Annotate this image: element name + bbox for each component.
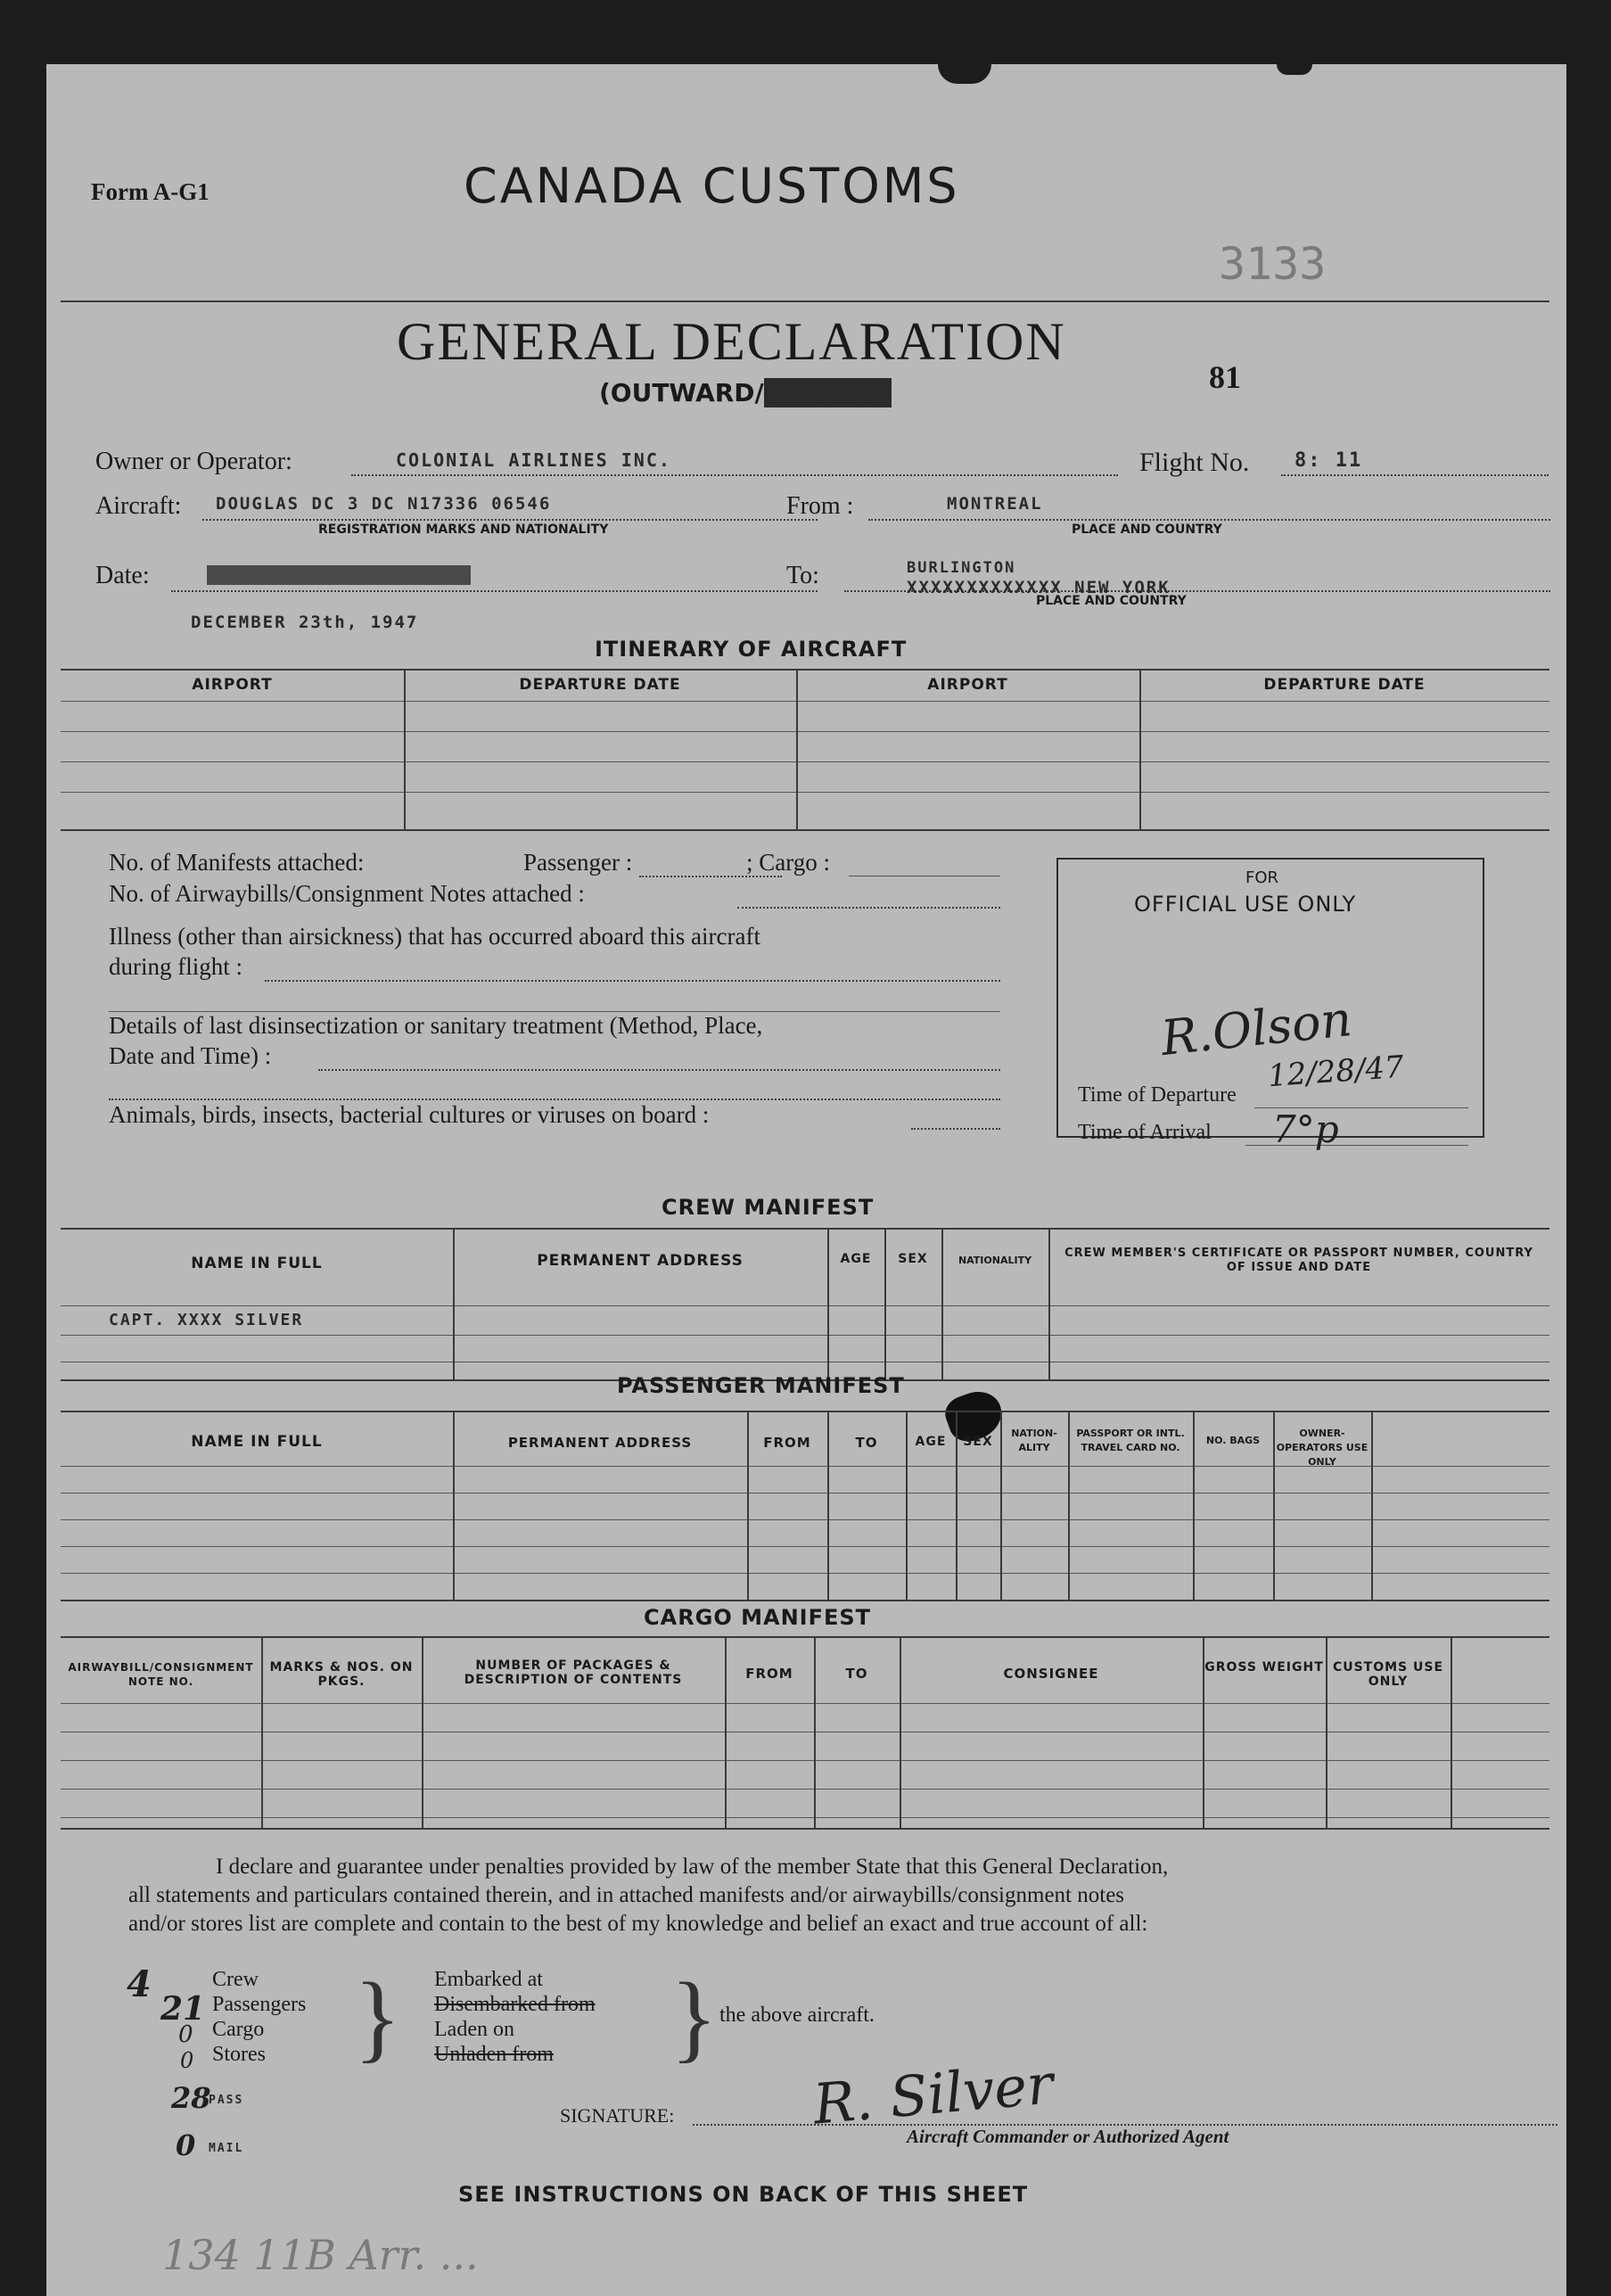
to-sublabel: PLACE AND COUNTRY: [1036, 594, 1187, 608]
passenger-row-rule-3: [61, 1546, 1549, 1547]
item-crew: Crew: [212, 1968, 259, 1991]
official-date-written: 12/28/47: [1266, 1049, 1405, 1095]
flight-line: [1281, 474, 1549, 476]
date-line: [171, 590, 818, 592]
crew-row-1-name: CAPT. XXXX SILVER: [109, 1311, 304, 1329]
passenger-row-rule-1: [61, 1493, 1549, 1494]
torn-mark: [938, 64, 991, 84]
airwaybills-line: [737, 907, 1000, 909]
crew-manifest-title: CREW MANIFEST: [662, 1195, 875, 1220]
official-for-label: FOR: [1245, 868, 1279, 887]
disinsect-line: [318, 1069, 1000, 1071]
item-cargo: Cargo: [212, 2018, 265, 2041]
passenger-vline-4: [906, 1411, 908, 1600]
owner-value: COLONIAL AIRLINES INC.: [396, 449, 671, 471]
subtitle-separator: /: [754, 378, 764, 407]
form-number: Form A-G1: [91, 178, 210, 205]
owner-line: [351, 474, 1118, 476]
cargo-col-from: FROM: [745, 1666, 793, 1682]
declaration-sheet: [46, 64, 1566, 2296]
option-laden: Laden on: [434, 2018, 514, 2041]
options-brace: }: [670, 1963, 718, 2071]
crew-header-rule: [61, 1305, 1549, 1306]
crew-vline-5: [1048, 1228, 1050, 1379]
extra-count-2: 0: [176, 2128, 196, 2162]
crew-vline-1: [453, 1228, 455, 1379]
itinerary-row-2: [61, 731, 1549, 732]
passenger-col-to: TO: [855, 1435, 878, 1451]
cargo-col-consignee: CONSIGNEE: [1003, 1666, 1099, 1682]
declaration-line-3: and/or stores list are complete and contain to the best of my knowledge and belief an exact and true account of all:: [128, 1912, 1148, 1936]
crew-col-address: PERMANENT ADDRESS: [537, 1252, 744, 1270]
passenger-col-nationality: NATION-ALITY: [1011, 1428, 1057, 1453]
passenger-row-rule-2: [61, 1519, 1549, 1520]
count-passengers: 21: [160, 1990, 206, 2028]
passenger-vline-1: [453, 1411, 455, 1600]
page-number: 81: [1209, 359, 1241, 395]
cargo-col-airwaybill: AIRWAYBILL/CONSIGNMENT NOTE NO.: [68, 1661, 254, 1688]
passenger-vline-2: [747, 1411, 749, 1600]
aircraft-value: DOUGLAS DC 3 DC N17336 06546: [216, 494, 552, 514]
from-sublabel: PLACE AND COUNTRY: [1072, 523, 1222, 537]
itinerary-row-1: [61, 701, 1549, 702]
items-brace: }: [354, 1963, 401, 2071]
cargo-vline-7: [1326, 1636, 1327, 1828]
crew-col-name: NAME IN FULL: [191, 1255, 323, 1272]
passenger-vline-3: [827, 1411, 829, 1600]
subtitle-outward: (OUTWARD: [599, 378, 755, 407]
declaration-line-2: all statements and particulars contained therein, and in attached manifests and/or airwaybills/consignment notes: [128, 1883, 1125, 1907]
itinerary-col-airport-1: AIRPORT: [192, 676, 273, 694]
itinerary-bottom-rule: [61, 829, 1549, 831]
passenger-label: Passenger :: [523, 849, 633, 876]
cargo-col-to: TO: [845, 1666, 868, 1682]
arrival-time-label: Time of Arrival: [1078, 1121, 1212, 1144]
extra-typed-1: PASS: [209, 2094, 244, 2107]
crew-row-rule-1: [61, 1335, 1549, 1336]
option-disembarked: Disembarked from: [434, 1993, 596, 2016]
footer-instructions: SEE INSTRUCTIONS ON BACK OF THIS SHEET: [458, 2182, 1029, 2207]
airwaybills-label: No. of Airwaybills/Consignment Notes attached :: [109, 880, 585, 907]
cargo-bottom-rule: [61, 1828, 1549, 1830]
arrival-time-value: 7°p: [1272, 1107, 1339, 1151]
itinerary-col-departure-2: DEPARTURE DATE: [1263, 676, 1426, 694]
passenger-col-sex: SEX: [963, 1435, 993, 1449]
departure-time-label: Time of Departure: [1078, 1083, 1237, 1107]
commander-label: Aircraft Commander or Authorized Agent: [907, 2126, 1229, 2147]
passenger-col-address: PERMANENT ADDRESS: [507, 1435, 693, 1451]
above-aircraft-label: the above aircraft.: [719, 2004, 875, 2027]
crew-col-sex: SEX: [898, 1252, 928, 1266]
passenger-manifest-title: PASSENGER MANIFEST: [617, 1373, 905, 1398]
passenger-col-name: NAME IN FULL: [191, 1433, 323, 1451]
declaration-line-1: I declare and guarantee under penalties provided by law of the member State that this General Declaration,: [216, 1855, 1169, 1879]
to-label: To:: [786, 562, 819, 589]
passenger-col-age: AGE: [915, 1435, 947, 1449]
cargo-vline-6: [1203, 1636, 1204, 1828]
manifests-label: No. of Manifests attached:: [109, 849, 365, 876]
count-stores: 0: [180, 2048, 194, 2073]
illness-line: [265, 980, 1000, 982]
aircraft-line: [202, 519, 818, 521]
to-value-b: XXXXXXXXXXXXX NEW YORK: [907, 578, 1171, 597]
date-struck-value: XXXXXXXXXXXXXXXXXXXXXX: [207, 565, 471, 585]
animals-line: [911, 1128, 1000, 1130]
itinerary-vline-3: [1139, 669, 1141, 829]
crew-top-rule: [61, 1228, 1549, 1230]
extra-count-1: 28: [171, 2081, 211, 2115]
signature-label: SIGNATURE:: [560, 2104, 675, 2127]
from-value: MONTREAL: [947, 494, 1043, 514]
cargo-col-customs: CUSTOMS USE ONLY: [1332, 1660, 1444, 1689]
passenger-col-owner: OWNER-OPERATORS USE ONLY: [1276, 1428, 1369, 1468]
passenger-header-rule: [61, 1466, 1549, 1467]
count-crew: 4: [127, 1963, 152, 2005]
from-line: [868, 519, 1550, 521]
subtitle-inward: INWARD): [763, 378, 892, 407]
passenger-top-rule: [61, 1411, 1549, 1412]
illness-line-2: during flight :: [109, 953, 242, 980]
cargo-vline-8: [1451, 1636, 1452, 1828]
aircraft-label: Aircraft:: [95, 492, 182, 520]
cargo-vline-3: [725, 1636, 727, 1828]
agency-title: CANADA CUSTOMS: [464, 158, 960, 214]
to-value-a: BURLINGTON: [907, 559, 1016, 577]
form-subtitle: [599, 378, 892, 407]
passenger-vline-5: [956, 1411, 958, 1600]
date-label: Date:: [95, 562, 150, 589]
cargo-manifest-title: CARGO MANIFEST: [644, 1605, 872, 1630]
disinsect-line-1: Details of last disinsectization or sanitary treatment (Method, Place,: [109, 1012, 763, 1039]
illness-line-1: Illness (other than airsickness) that has occurred aboard this aircraft: [109, 923, 760, 950]
crew-col-age: AGE: [840, 1252, 872, 1266]
itinerary-title: ITINERARY OF AIRCRAFT: [595, 637, 908, 662]
torn-mark-2: [1277, 64, 1312, 75]
passenger-vline-10: [1371, 1411, 1373, 1600]
extra-typed-2: MAIL: [209, 2142, 244, 2155]
cargo-col-gross-weight: GROSS WEIGHT: [1204, 1660, 1324, 1675]
option-embarked: Embarked at: [434, 1968, 543, 1991]
passenger-col-passport: PASSPORT OR INTL. TRAVEL CARD NO.: [1076, 1428, 1185, 1453]
itinerary-top-rule: [61, 669, 1549, 671]
passenger-col-from: FROM: [763, 1435, 811, 1451]
signature-value: R. Silver: [810, 2051, 1056, 2137]
animals-label: Animals, birds, insects, bacterial cultures or viruses on board :: [109, 1101, 710, 1128]
itinerary-row-4: [61, 792, 1549, 793]
itinerary-col-departure-1: DEPARTURE DATE: [519, 676, 681, 694]
cargo-label: ; Cargo :: [746, 849, 830, 876]
passenger-row-rule-4: [61, 1573, 1549, 1574]
cargo-vline-1: [261, 1636, 263, 1828]
crew-vline-3: [884, 1228, 886, 1379]
cargo-vline-4: [814, 1636, 816, 1828]
crew-vline-4: [941, 1228, 943, 1379]
option-unladen: Unladen from: [434, 2043, 554, 2066]
bottom-handwriting: 134 11B Arr. ...: [162, 2231, 479, 2279]
cargo-vline-5: [900, 1636, 901, 1828]
flight-value: 8: 11: [1295, 449, 1363, 472]
disinsect-line-2: Date and Time) :: [109, 1042, 272, 1069]
passenger-vline-7: [1068, 1411, 1070, 1600]
aircraft-sublabel: REGISTRATION MARKS AND NATIONALITY: [318, 523, 609, 537]
form-title: GENERAL DECLARATION: [397, 312, 1066, 371]
owner-label: Owner or Operator:: [95, 448, 292, 475]
crew-col-nationality: NATIONALITY: [958, 1255, 1032, 1266]
cargo-vline-2: [422, 1636, 423, 1828]
crew-col-certificate: CREW MEMBER'S CERTIFICATE OR PASSPORT NUMBER, COUNTRY OF ISSUE AND DATE: [1064, 1247, 1533, 1274]
from-label: From :: [786, 492, 854, 520]
itinerary-vline-1: [404, 669, 406, 829]
official-signature: R.Olson: [1158, 990, 1355, 1067]
disinsect-line-extra: [109, 1099, 1000, 1100]
count-cargo: 0: [178, 2021, 193, 2048]
passenger-vline-6: [1000, 1411, 1002, 1600]
cargo-col-packages: NUMBER OF PACKAGES & DESCRIPTION OF CONTENTS: [464, 1658, 683, 1687]
flight-label: Flight No.: [1139, 448, 1250, 477]
item-passengers: Passengers: [212, 1993, 307, 2016]
official-use-label: OFFICIAL USE ONLY: [1134, 892, 1357, 917]
passenger-vline-8: [1193, 1411, 1195, 1600]
itinerary-row-3: [61, 761, 1549, 762]
stamp-number: 3133: [1219, 238, 1327, 290]
passenger-vline-9: [1273, 1411, 1275, 1600]
itinerary-vline-2: [796, 669, 798, 829]
date-value: DECEMBER 23th, 1947: [191, 613, 419, 632]
passenger-col-bags: NO. BAGS: [1205, 1435, 1261, 1446]
cargo-col-marks: MARKS & NOS. ON PKGS.: [269, 1660, 414, 1689]
crew-vline-2: [827, 1228, 829, 1379]
passenger-bottom-rule: [61, 1600, 1549, 1601]
header-rule: [61, 300, 1549, 302]
itinerary-col-airport-2: AIRPORT: [927, 676, 1008, 694]
item-stores: Stores: [212, 2043, 266, 2066]
